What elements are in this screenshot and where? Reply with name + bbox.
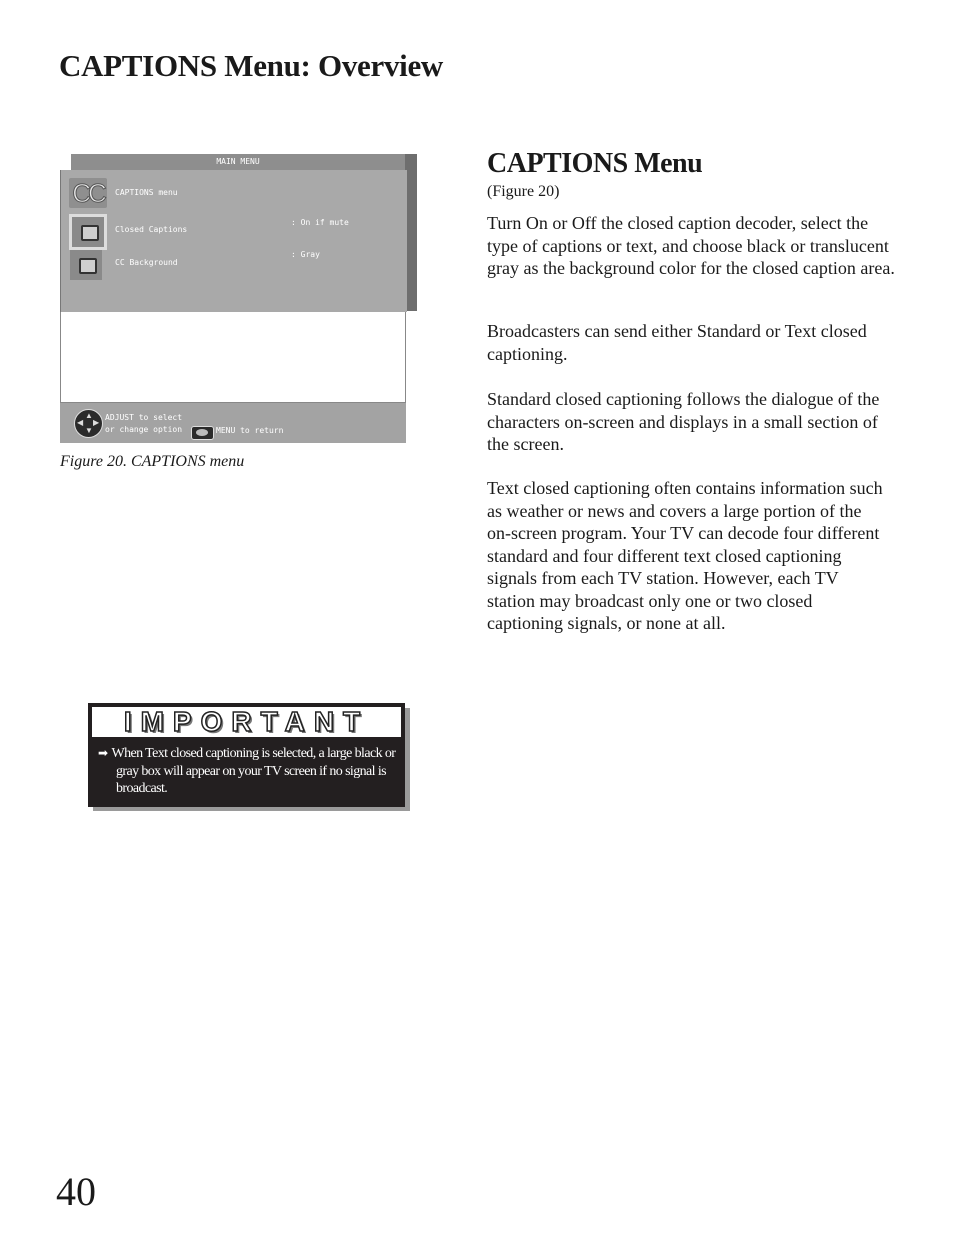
paragraph-text: Text closed captioning often contains information such as weather or news and covers a large portion of the on-screen program. Your TV can decode four different standard and four different text closed captioning signals from each TV station. However, each TV station may broadcast only one or two closed captioning signals, or none at all.: [487, 478, 883, 633]
paragraph-broadcasters: Broadcasters can send either Standard or Text closed captioning.: [487, 321, 867, 364]
adjust-hint: ADJUST to select: [105, 413, 183, 422]
menu-item-cc-background[interactable]: CC Background: [115, 258, 178, 267]
important-banner: [92, 707, 401, 737]
menu-item-closed-captions[interactable]: Closed Captions: [115, 225, 188, 234]
menu-key-icon: [191, 426, 214, 440]
important-note: [98, 745, 398, 798]
menu-title: CAPTIONS menu: [115, 188, 178, 197]
page-title: CAPTIONS Menu: Overview: [59, 48, 444, 83]
closed-captions-value: : On if mute: [291, 218, 349, 227]
captions-menu-screenshot: [60, 154, 417, 443]
menu-return-hint: MENU to return: [216, 426, 284, 435]
arrow-right-icon: ➡: [98, 746, 108, 760]
main-menu-header: MAIN MENU: [71, 154, 405, 170]
figure-caption: Figure 20. CAPTIONS menu: [60, 453, 245, 470]
section-title: CAPTIONS Menu: [487, 148, 703, 179]
tv-icon: [69, 214, 107, 250]
paragraph-standard: Standard closed captioning follows the dialogue of the characters on-screen and displays in a small section of the screen.: [487, 389, 880, 454]
paragraph-intro: Turn On or Off the closed caption decoder, select the type of captions or text, and choose black or translucent gray as the background color for the closed caption area.: [487, 213, 895, 278]
page-number: 40: [56, 1169, 96, 1214]
important-heading: IMPORTANT: [123, 706, 370, 737]
important-note-text: When Text closed captioning is selected, a large black or gray box will appear on your TV screen if no signal is broadcast.: [111, 746, 396, 796]
tv-icon: [70, 250, 102, 280]
menu-blank-area: [60, 312, 406, 403]
cc-icon: CC: [69, 178, 107, 208]
menu-panel: [60, 170, 407, 312]
menu-footer: [60, 403, 406, 443]
figure-reference: (Figure 20): [487, 183, 560, 200]
cc-background-value: : Gray: [291, 250, 320, 259]
change-option-hint: or change option: [105, 425, 183, 434]
dpad-icon: ▲ ▼ ◀ ▶: [74, 409, 103, 438]
notice-box: [88, 703, 405, 807]
important-notice: [88, 703, 410, 811]
